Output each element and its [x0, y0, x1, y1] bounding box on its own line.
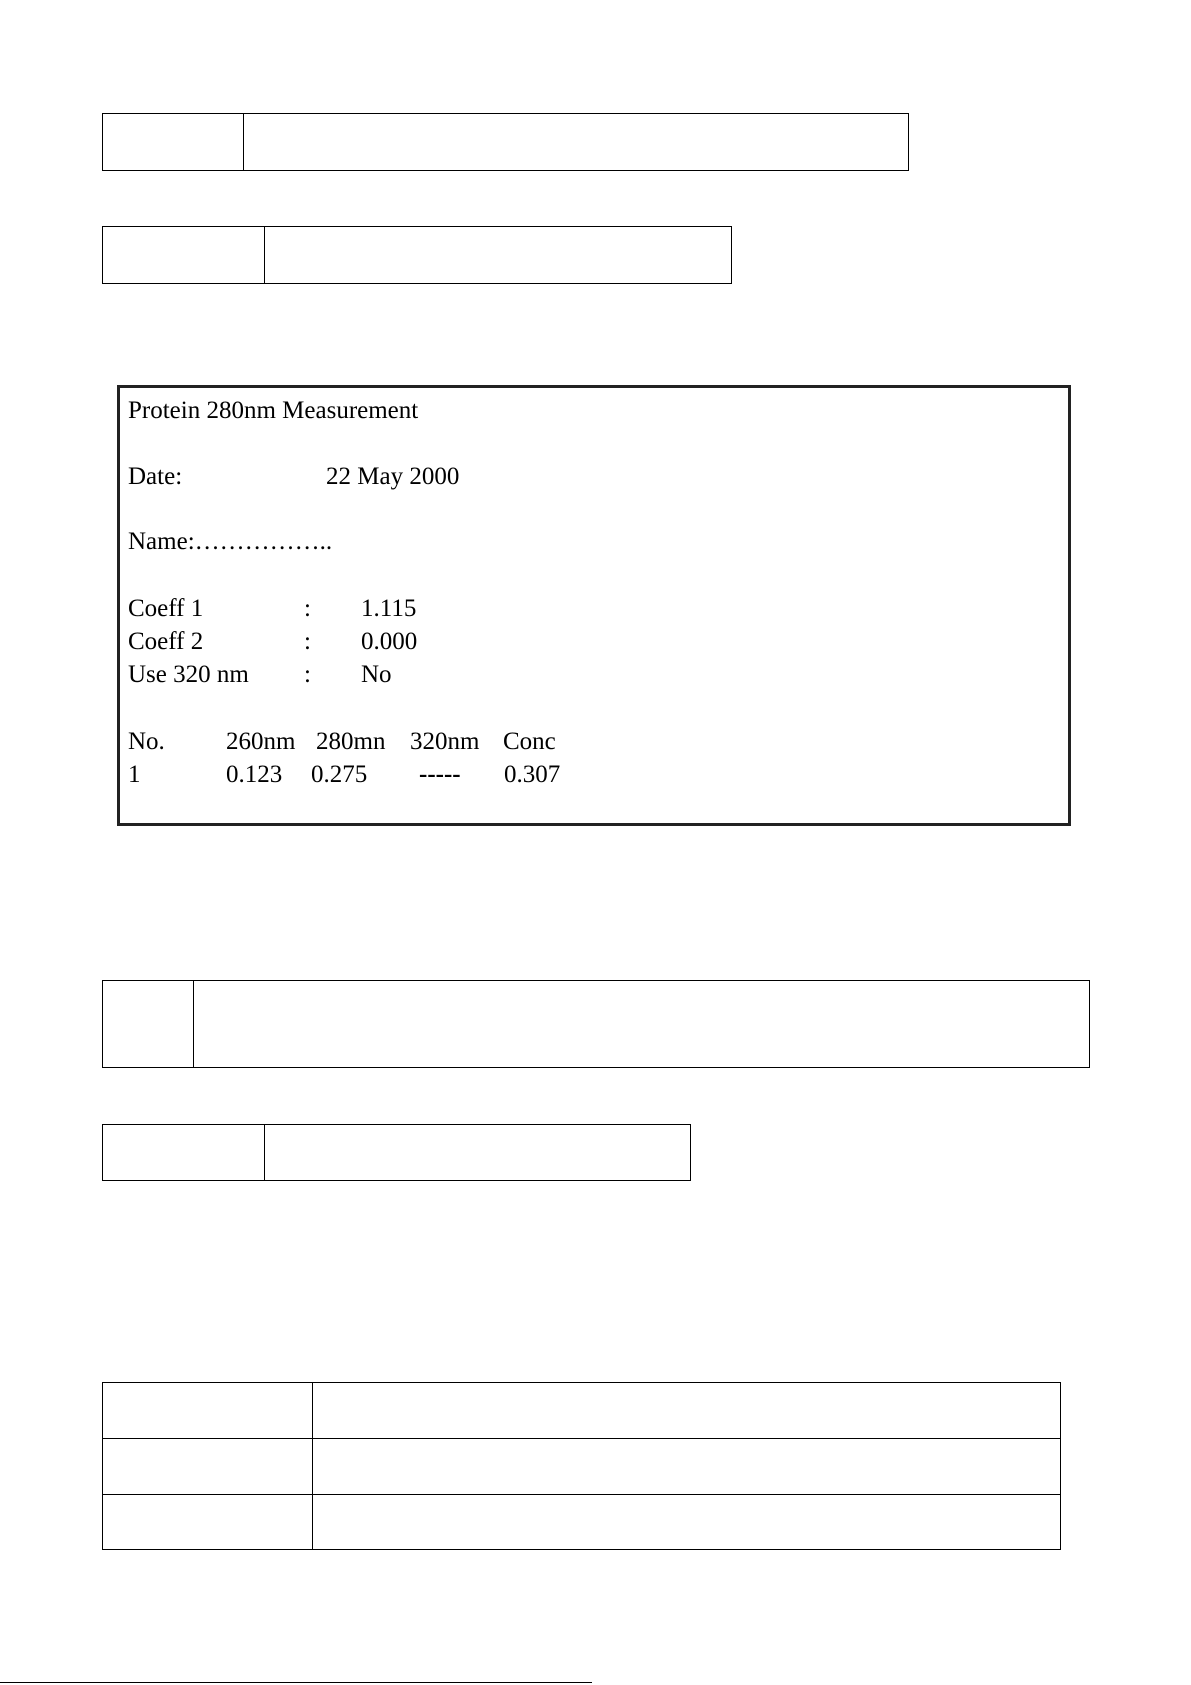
table-header-260nm: 260nm: [226, 728, 296, 755]
table-header-320nm: 320nm: [410, 728, 480, 755]
param-value: 1.115: [361, 595, 417, 622]
form-field-row-1: [102, 113, 909, 171]
name-label: Name:……………..: [128, 528, 333, 555]
date-value: 22 May 2000: [326, 463, 460, 490]
measurement-printout: [117, 385, 1071, 826]
table-row-divider: [103, 1438, 1060, 1439]
table-header-280mn: 280mn: [316, 728, 386, 755]
table-cell-260nm: 0.123: [226, 761, 283, 788]
field-divider: [243, 114, 244, 170]
field-divider: [193, 981, 194, 1067]
table-cell-conc: 0.307: [504, 761, 561, 788]
param-value: No: [361, 661, 392, 688]
param-value: 0.000: [361, 628, 418, 655]
date-label: Date:: [128, 463, 183, 490]
form-field-row-4: [102, 1124, 691, 1181]
field-divider: [264, 1125, 265, 1180]
table-header-conc: Conc: [503, 728, 556, 755]
param-separator: :: [304, 595, 311, 622]
form-field-row-2: [102, 226, 732, 284]
param-separator: :: [304, 661, 311, 688]
table-cell-280mn: 0.275: [311, 761, 368, 788]
param-separator: :: [304, 628, 311, 655]
printout-title: Protein 280nm Measurement: [128, 397, 419, 424]
param-label: Coeff 2: [128, 628, 204, 655]
table-header-no: No.: [128, 728, 165, 755]
table-cell-no: 1: [128, 761, 141, 788]
table-cell-320nm: -----: [419, 761, 461, 788]
footnote-rule: [0, 1682, 592, 1683]
field-divider: [264, 227, 265, 283]
table-row-divider: [103, 1494, 1060, 1495]
form-field-row-3: [102, 980, 1090, 1068]
table-column-divider: [312, 1383, 313, 1549]
param-label: Coeff 1: [128, 595, 204, 622]
form-table: [102, 1382, 1061, 1550]
param-label: Use 320 nm: [128, 661, 249, 688]
